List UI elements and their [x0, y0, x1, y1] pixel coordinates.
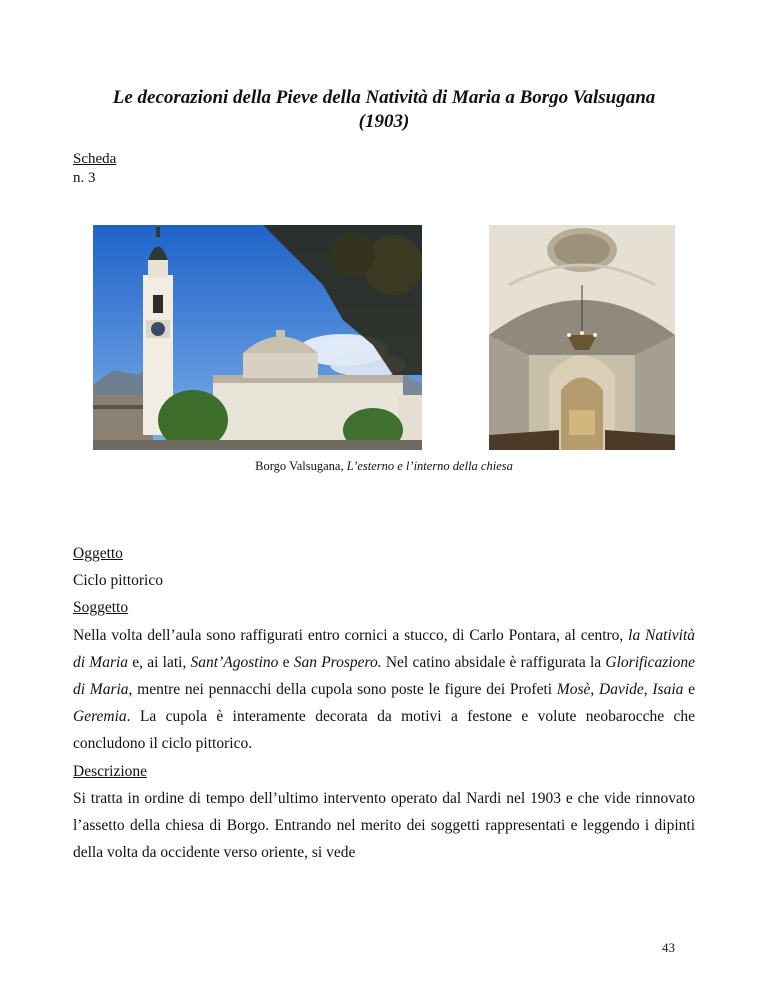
page-number: 43 — [662, 940, 675, 955]
soggetto-segment: , mentre nei pennacchi della cupola sono poste le figure dei Profeti — [128, 681, 557, 699]
soggetto-saint-name: Sant’Agostino — [190, 653, 279, 671]
scheda-label: Scheda — [73, 151, 117, 167]
caption-place: Borgo Valsugana — [255, 459, 341, 473]
caption-separator: , — [340, 459, 347, 473]
caption-text: L’esterno e l’interno della chiesa — [346, 459, 513, 473]
soggetto-work-title: la Natività di Maria — [73, 626, 695, 671]
soggetto-label: Soggetto — [73, 599, 129, 617]
soggetto-prophet-name: Davide — [599, 681, 644, 699]
descrizione-label: Descrizione — [73, 762, 148, 780]
soggetto-segment: , — [643, 681, 653, 699]
church-interior-photo — [489, 225, 675, 450]
soggetto-saint-name: San Prospero. — [293, 653, 382, 671]
soggetto-segment: e — [278, 653, 294, 671]
title-line-2: (1903) — [358, 111, 410, 132]
photo-caption — [0, 458, 768, 474]
soggetto-segment: . La cupola è interamente decorata da motivi a festone e volute neobarocche che concludono il ciclo pittorico. — [73, 708, 695, 753]
soggetto-segment: Nel catino absidale è raffigurata la — [381, 653, 606, 671]
title-line-1: Le decorazioni della Pieve della Natività di Maria a Borgo Valsugana — [112, 87, 656, 108]
church-exterior-photo — [93, 225, 422, 450]
document-body — [73, 540, 695, 866]
soggetto-prophet-name: Geremia — [73, 708, 127, 726]
soggetto-segment: Nella volta dell’aula sono raffigurati entro cornici a stucco, di Carlo Pontara, al centro, — [73, 626, 629, 644]
oggetto-text: Ciclo pittorico — [73, 572, 163, 590]
soggetto-segment: e, ai lati, — [128, 653, 191, 671]
scheda-number: n. 3 — [73, 170, 96, 186]
soggetto-prophet-name: Mosè — [556, 681, 591, 699]
soggetto-segment: , — [590, 681, 599, 699]
soggetto-paragraph — [73, 622, 695, 758]
soggetto-prophet-name: Isaia — [652, 681, 684, 699]
descrizione-paragraph: Si tratta in ordine di tempo dell’ultimo intervento operato dal Nardi nel 1903 e che vide rinnovato l’assetto della chiesa di Borgo. Entrando nel merito dei soggetti rappresentati e leggendo i dipinti della volta da occidente verso oriente, si vede — [73, 789, 695, 862]
scheda-block — [73, 150, 116, 188]
soggetto-segment: e — [683, 681, 696, 699]
soggetto-work-title: Glorificazione di Maria — [73, 653, 695, 699]
document-title — [60, 86, 708, 134]
oggetto-label: Oggetto — [73, 545, 123, 562]
